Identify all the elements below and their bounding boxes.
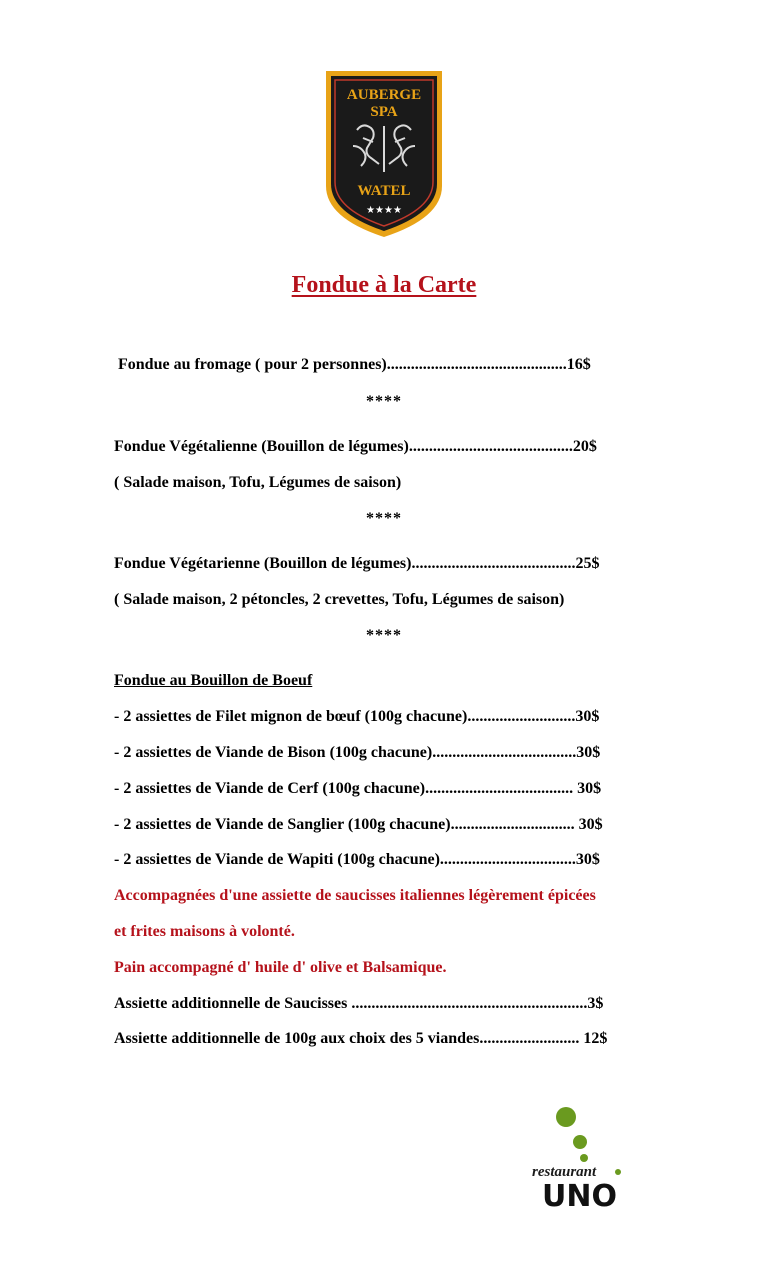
logo-line-auberge: AUBERGE — [346, 87, 422, 103]
logo-line-spa: SPA — [370, 104, 398, 120]
separator-1: **** — [366, 393, 402, 410]
accompaniment-line-1: Accompagnées d'une assiette de saucisses italiennes légèrement épicées — [114, 887, 596, 904]
auberge-spa-watel-logo — [323, 68, 445, 240]
bread-note: Pain accompagné d' huile d' olive et Balsamique. — [114, 959, 447, 976]
separator-3: **** — [366, 627, 402, 644]
restaurant-uno-logo — [528, 1100, 648, 1212]
logo-line-watel: WATEL — [357, 183, 411, 199]
uno-logo-restaurant: restaurant — [532, 1164, 597, 1180]
item-cerf: - 2 assiettes de Viande de Cerf (100g chacune)..................................... 30$ — [114, 780, 602, 797]
item-filet-mignon: - 2 assiettes de Filet mignon de bœuf (100g chacune)...........................30$ — [114, 708, 600, 725]
separator-2: **** — [366, 510, 402, 527]
page-title: Fondue à la Carte — [291, 272, 477, 298]
item-extra-viandes: Assiette additionnelle de 100g aux choix des 5 viandes......................... 12$ — [114, 1030, 608, 1047]
item-wapiti: - 2 assiettes de Viande de Wapiti (100g chacune)..................................30$ — [114, 851, 600, 868]
accompaniment-line-2: et frites maisons à volonté. — [114, 923, 295, 940]
item-fondue-vegetarienne-desc: ( Salade maison, 2 pétoncles, 2 crevettes, Tofu, Légumes de saison) — [114, 591, 565, 608]
item-fondue-vegetalienne: Fondue Végétalienne (Bouillon de légumes).........................................20$ — [114, 438, 597, 455]
item-extra-saucisses: Assiette additionnelle de Saucisses ...........................................................3$ — [114, 995, 604, 1012]
logo-stars: ★★★★ — [366, 205, 402, 216]
item-fondue-vegetarienne: Fondue Végétarienne (Bouillon de légumes).........................................25$ — [114, 555, 600, 572]
item-fondue-fromage: Fondue au fromage ( pour 2 personnes).............................................16$ — [118, 356, 591, 373]
item-sanglier: - 2 assiettes de Viande de Sanglier (100g chacune)............................... 30$ — [114, 816, 603, 833]
uno-logo-uno: UNO — [542, 1179, 617, 1212]
section-heading-boeuf: Fondue au Bouillon de Boeuf — [114, 672, 313, 689]
item-bison: - 2 assiettes de Viande de Bison (100g chacune)....................................30$ — [114, 744, 601, 761]
item-fondue-vegetalienne-desc: ( Salade maison, Tofu, Légumes de saison) — [114, 474, 402, 491]
